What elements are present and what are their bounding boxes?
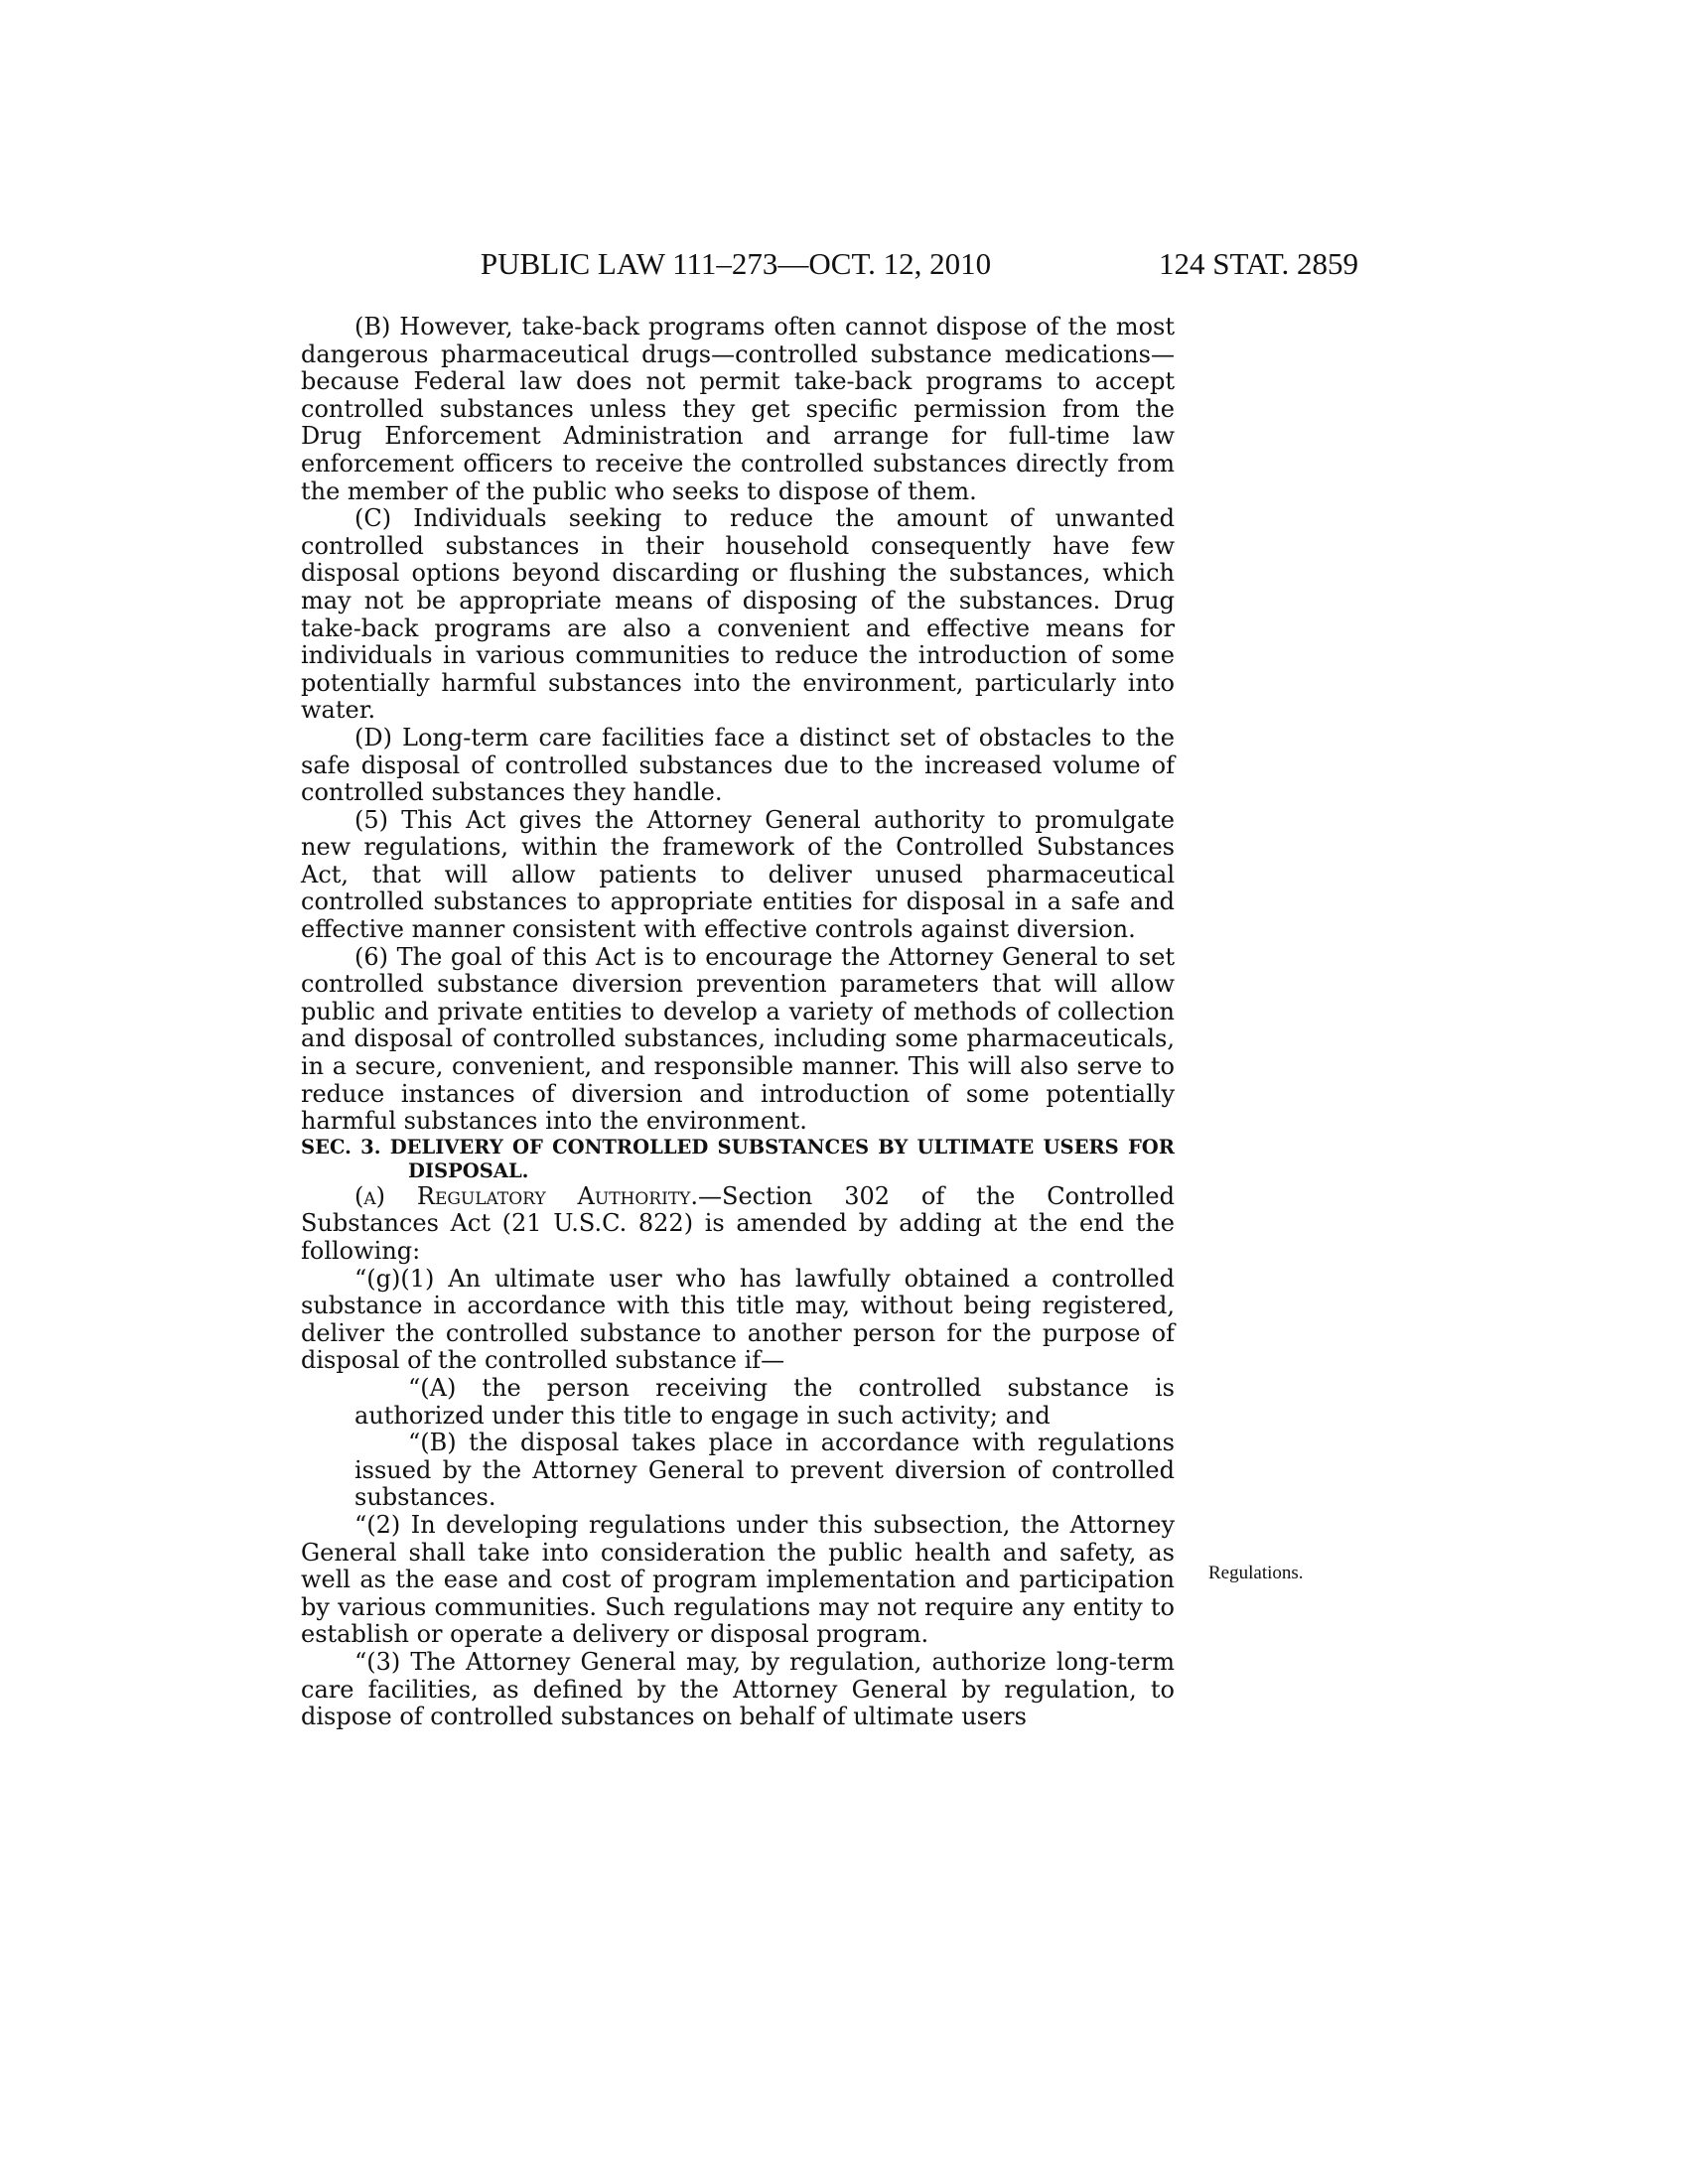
paragraph-c: (C) Individuals seeking to reduce the amount of unwanted controlled substances in their household consequently have few disposal options beyond discarding or flushing the substances, which may not be appropriate means of disposing of the substances. Drug take-back programs are also a convenient and effective means for individuals in various communities to reduce the introduction of some potentially harmful substances into the environment, particularly into water. [301, 504, 1175, 725]
paragraph-b: (B) However, take-back programs often cannot dispose of the most dangerous pharmaceutical drugs—controlled substance medications—because Federal law does not permit take-back programs to accept controlled substances unless they get specific permission from the Drug Enforcement Administration and arrange for full-time law enforcement officers to receive the controlled substances directly from the member of the public who seeks to dispose of them. [301, 313, 1175, 505]
paragraph-g1: “(g)(1) An ultimate user who has lawfully obtained a controlled substance in accordance with this title may, without being registered, deliver the controlled substance to another person for the purpose of disposal of the controlled substance if— [301, 1264, 1175, 1375]
paragraph-gA: “(A) the person receiving the controlled substance is authorized under this title to engage in such activity; and [354, 1373, 1175, 1430]
subsection-a-label: (a) Regulatory Authority. [354, 1181, 699, 1210]
paragraph-g3: “(3) The Attorney General may, by regulation, authorize long-term care facilities, as defined by the Attorney General by regulation, to dispose of controlled substances on behalf of ultimate users [301, 1647, 1175, 1731]
paragraph-d: (D) Long-term care facilities face a distinct set of obstacles to the safe disposal of controlled substances due to the increased volume of controlled substances they handle. [301, 723, 1175, 807]
margin-note-regulations: Regulations. [1208, 1563, 1304, 1583]
paragraph-g2: “(2) In developing regulations under this subsection, the Attorney General shall take into consideration the public health and safety, as well as the ease and cost of program implementation and participation by various communities. Such regulations may not require any entity to establish or operate a delivery or disposal program. [301, 1510, 1175, 1649]
page-header [423, 242, 1358, 292]
subsection-a [301, 1183, 1175, 1266]
section-heading: SEC. 3. DELIVERY OF CONTROLLED SUBSTANCES BY ULTIMATE USERS FOR DISPOSAL. [301, 1135, 1175, 1182]
paragraph-5: (5) This Act gives the Attorney General authority to promulgate new regulations, within the framework of the Controlled Substances Act, that will allow patients to deliver unused pharmaceutical controlled substances to appropriate entities for disposal in a safe and effective manner consistent with effective controls against diversion. [301, 805, 1175, 944]
paragraph-gB: “(B) the disposal takes place in accordance with regulations issued by the Attorney General to prevent diversion of controlled substances. [354, 1429, 1175, 1512]
header-law-citation: PUBLIC LAW 111–273—OCT. 12, 2010 [480, 246, 992, 281]
subsection-a-text: —Section 302 of the Controlled Substances Act (21 U.S.C. 822) is amended by adding at the end the following: [301, 1181, 1176, 1265]
header-stat-citation: 124 STAT. 2859 [1158, 246, 1358, 281]
document-body [301, 314, 1175, 1731]
paragraph-6: (6) The goal of this Act is to encourage the Attorney General to set controlled substance diversion prevention parameters that will allow public and private entities to develop a variety of methods of collection and disposal of controlled substances, including some pharmaceuticals, in a secure, convenient, and responsible manner. This will also serve to reduce instances of diversion and introduction of some potentially harmful substances into the environment. [301, 942, 1175, 1136]
